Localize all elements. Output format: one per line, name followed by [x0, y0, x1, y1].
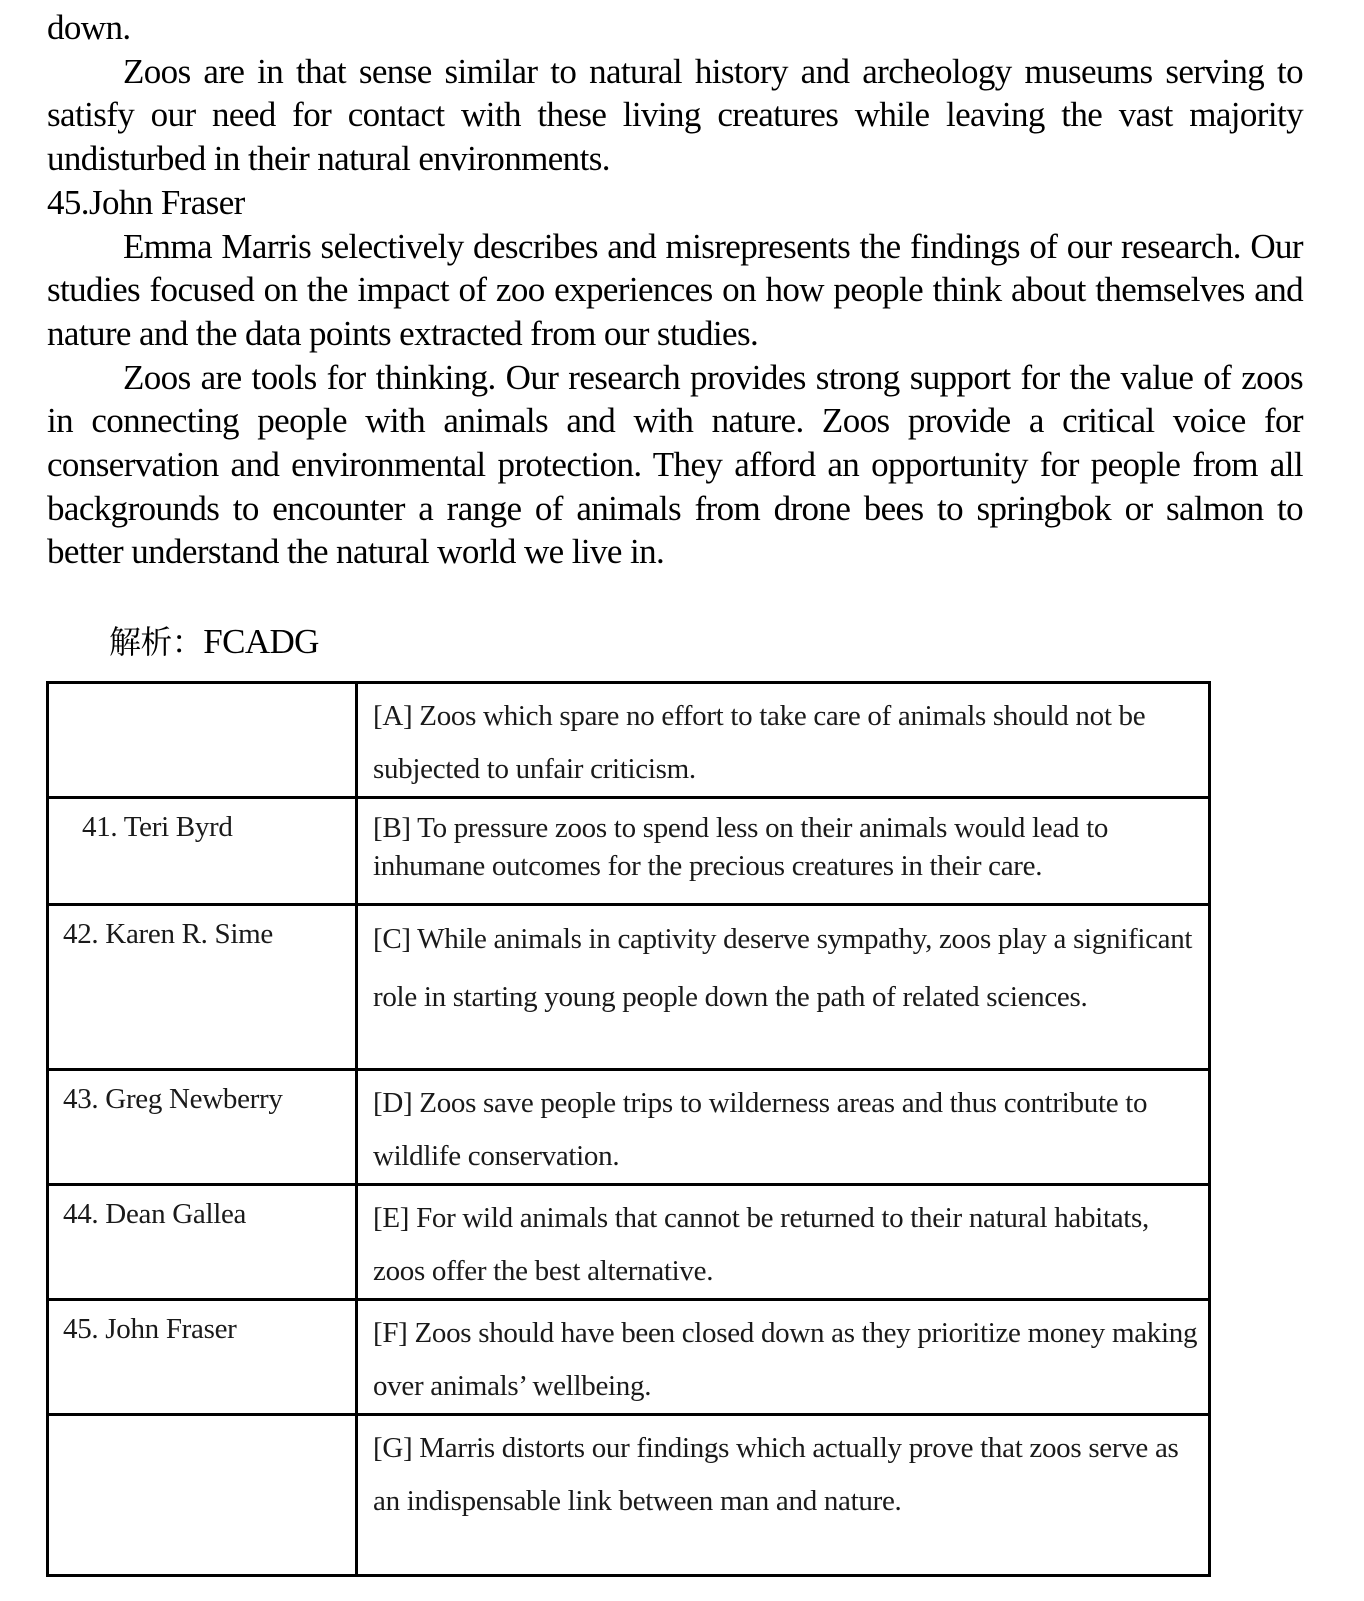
name-cell: 43. Greg Newberry [48, 1070, 357, 1185]
table-row [48, 905, 1210, 1070]
option-cell: [F] Zoos should have been closed down as they prioritize money making over animals’ wellbeing. [357, 1300, 1210, 1415]
passage-heading-45: 45.John Fraser [47, 182, 245, 222]
passage-paragraph: Zoos are tools for thinking. Our research provides strong support for the value of zoos in connecting people with animals and with nature. Zoos provide a critical voice for conservation and environmental protection. They afford an opportunity for people from all backgrounds to encounter a range of animals from drone bees to springbok or salmon to better understand the natural world we live in. [47, 357, 1303, 572]
option-cell: [B] To pressure zoos to spend less on their animals would lead to inhumane outcomes for the precious creatures in their care. [357, 798, 1210, 905]
table-row [48, 683, 1210, 798]
name-cell [48, 683, 357, 798]
table-row [48, 798, 1210, 905]
answer-key [109, 620, 319, 664]
option-cell: [G] Marris distorts our findings which actually prove that zoos serve as an indispensable link between man and nature. [357, 1415, 1210, 1576]
passage-paragraph: Zoos are in that sense similar to natural history and archeology museums serving to satisfy our need for contact with these living creatures while leaving the vast majority undisturbed in their natural environments. [47, 51, 1303, 179]
reading-passage [47, 6, 1303, 574]
option-cell: [D] Zoos save people trips to wilderness areas and thus contribute to wildlife conservation. [357, 1070, 1210, 1185]
passage-paragraph: Emma Marris selectively describes and misrepresents the findings of our research. Our studies focused on the impact of zoo experiences on how people think about themselves and nature and the data points extracted from our studies. [47, 226, 1303, 353]
matching-table [46, 681, 1211, 1577]
answer-value: FCADG [203, 622, 319, 661]
option-cell: [C] While animals in captivity deserve sympathy, zoos play a significant role in starting young people down the path of related sciences. [357, 905, 1210, 1070]
table-row [48, 1070, 1210, 1185]
name-cell [48, 1415, 357, 1576]
name-cell: 44. Dean Gallea [48, 1185, 357, 1300]
option-cell: [A] Zoos which spare no effort to take care of animals should not be subjected to unfair criticism. [357, 683, 1210, 798]
option-cell: [E] For wild animals that cannot be returned to their natural habitats, zoos offer the best alternative. [357, 1185, 1210, 1300]
answer-label: 解析： [109, 623, 204, 661]
table-row [48, 1415, 1210, 1576]
name-cell: 41. Teri Byrd [48, 798, 357, 905]
passage-line-fragment: down. [47, 8, 131, 47]
name-cell: 42. Karen R. Sime [48, 905, 357, 1070]
table-row [48, 1300, 1210, 1415]
name-cell: 45. John Fraser [48, 1300, 357, 1415]
table-row [48, 1185, 1210, 1300]
